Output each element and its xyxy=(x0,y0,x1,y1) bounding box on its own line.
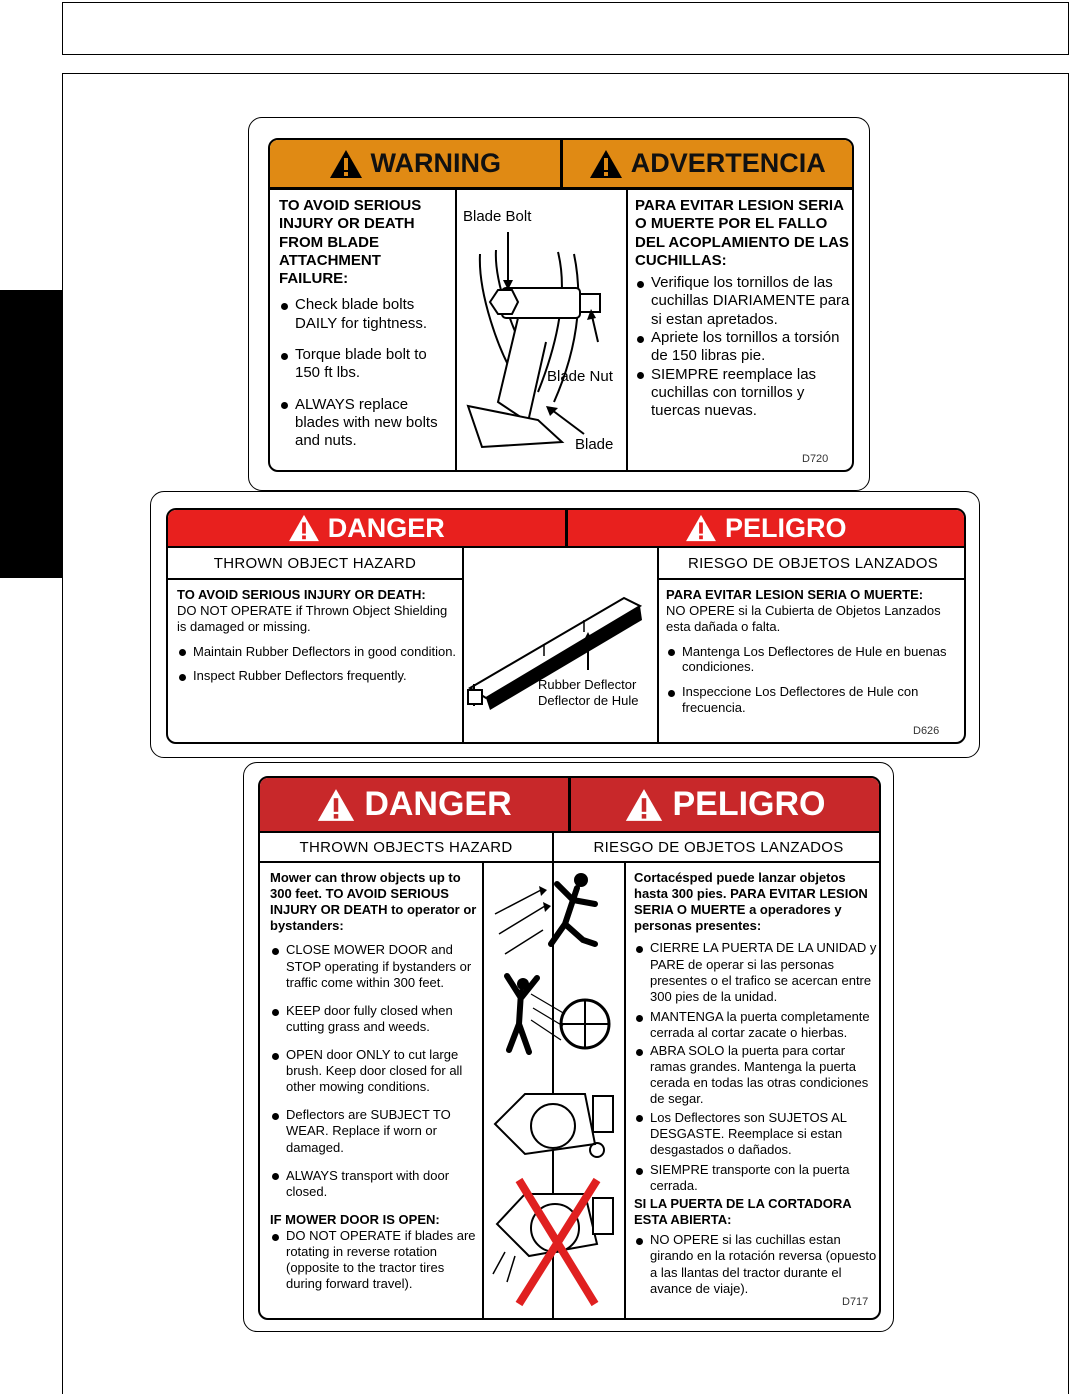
advertencia-label: ADVERTENCIA xyxy=(630,148,826,178)
danger-title-es xyxy=(565,510,965,546)
danger3-es-item: ABRA SOLO la puerta para cortar ramas grandes. Mantenga la puerta cerada en todas las otras condiciones de segar. xyxy=(634,1043,880,1107)
hazard-subtitle-es: RIESGO DE OBJETOS LANZADOS xyxy=(658,548,966,580)
danger-header xyxy=(260,778,879,833)
side-section-tab xyxy=(0,290,62,578)
deflector-de-hule-label: Deflector de Hule xyxy=(538,693,639,708)
danger-title-en xyxy=(260,778,568,831)
danger3-en-item: OPEN door ONLY to cut large brush. Keep door closed for all other mowing conditions. xyxy=(270,1047,480,1095)
danger3-es-item: MANTENGA la puerta completamente cerrada al cortar zacate o hierbas. xyxy=(634,1009,880,1041)
danger-decal-d626 xyxy=(150,491,980,758)
danger-header xyxy=(168,510,964,548)
warning-decal-panel xyxy=(268,138,854,472)
danger3-es-item: NO OPERE si las cuchillas estan girando en la rotación reversa (opuesto a las llantas del tractor durante el avance de viaje). xyxy=(634,1232,880,1296)
blade-nut-label: Blade Nut xyxy=(547,368,613,385)
divider xyxy=(626,190,628,470)
danger-decal-d717 xyxy=(243,762,894,1332)
warning-title-es xyxy=(560,140,853,187)
danger3-en-heading: Mower can throw objects up to 300 feet. TO AVOID SERIOUS INJURY OR DEATH to operator or bystanders: xyxy=(270,870,477,934)
rubber-deflector-label: Rubber Deflector xyxy=(538,677,637,692)
hazard-subtitle-en: THROWN OBJECTS HAZARD xyxy=(260,833,552,863)
page-header-box xyxy=(62,2,1069,55)
warning-triangle-icon xyxy=(624,788,664,822)
thrown-objects-illustration xyxy=(485,864,624,1320)
warning-es-item: Apriete los tornillos a torsión de 150 libras pie. xyxy=(635,329,853,366)
danger3-es-heading: Cortacésped puede lanzar objetos hasta 300 pies. PARA EVITAR LESION SERIA O MUERTE a operadores y personas presentes: xyxy=(634,870,868,934)
danger2-es-item: Inspeccione Los Deflectores de Hule con frecuencia. xyxy=(666,684,964,716)
danger3-es-item: SIEMPRE transporte con la puerta cerrada. xyxy=(634,1162,880,1194)
warning-label: WARNING xyxy=(370,148,501,178)
danger2-es-intro: NO OPERE si la Cubierta de Objetos Lanzados esta dañada o falta. xyxy=(666,602,941,634)
danger-title-es xyxy=(568,778,879,831)
danger2-en-item: Maintain Rubber Deflectors in good condition. xyxy=(177,644,459,660)
blade-bolt-label: Blade Bolt xyxy=(463,208,532,225)
warning-triangle-icon xyxy=(589,149,623,179)
warning-triangle-icon xyxy=(685,514,717,542)
decal-code: D717 xyxy=(842,1296,869,1308)
danger3-en-item: CLOSE MOWER DOOR and STOP operating if bystanders or traffic come within 300 feet. xyxy=(270,942,480,990)
warning-triangle-icon xyxy=(288,514,320,542)
warning-en-column xyxy=(279,197,453,451)
warning-es-item: SIEMPRE reemplace las cuchillas con tornillos y tuercas nuevas. xyxy=(635,366,853,421)
danger2-en-intro: DO NOT OPERATE if Thrown Object Shielding is damaged or missing. xyxy=(177,602,448,634)
hazard-subtitle-en: THROWN OBJECT HAZARD xyxy=(168,548,462,580)
warning-en-item: Torque blade bolt to 150 ft lbs. xyxy=(279,346,453,383)
warning-triangle-icon xyxy=(316,788,356,822)
divider xyxy=(482,863,484,1318)
rubber-deflector-figure xyxy=(464,580,657,742)
warning-triangle-icon xyxy=(329,149,363,179)
danger-label: DANGER xyxy=(364,785,512,823)
danger3-es-column xyxy=(634,870,880,1297)
hazard-subtitle-es: RIESGO DE OBJETOS LANZADOS xyxy=(554,833,881,863)
decal-code: D720 xyxy=(802,453,829,465)
danger3-es-item: Los Deflectores son SUJETOS AL DESGASTE. Reemplace si estan desgastados o dañados. xyxy=(634,1110,880,1158)
rubber-deflector-illustration xyxy=(464,580,657,744)
warning-en-item: ALWAYS replace blades with new bolts and nuts. xyxy=(279,396,453,451)
blade-label: Blade xyxy=(575,436,614,453)
danger3-es-heading2: SI LA PUERTA DE LA CORTADORA ESTA ABIERTA: xyxy=(634,1196,852,1228)
danger2-en-item: Inspect Rubber Deflectors frequently. xyxy=(177,668,459,684)
divider xyxy=(624,863,626,1318)
warning-es-column xyxy=(635,197,853,421)
danger-label: DANGER xyxy=(327,512,445,543)
danger2-es-item: Mantenga Los Deflectores de Hule en buenas condiciones. xyxy=(666,644,964,676)
danger2-en-heading: TO AVOID SERIOUS INJURY OR DEATH: xyxy=(177,587,426,602)
danger-decal-panel xyxy=(258,776,881,1320)
danger2-es-heading: PARA EVITAR LESION SERIA O MUERTE: xyxy=(666,587,924,602)
danger2-en-column xyxy=(177,587,459,684)
decal-code: D626 xyxy=(913,725,940,737)
warning-en-item: Check blade bolts DAILY for tightness. xyxy=(279,296,453,333)
divider xyxy=(455,190,457,470)
divider xyxy=(657,548,659,742)
danger3-en-item: KEEP door fully closed when cutting grass and weeds. xyxy=(270,1003,480,1035)
blade-figure xyxy=(458,192,626,470)
warning-title-en xyxy=(270,140,560,187)
danger3-en-item: DO NOT OPERATE if blades are rotating in reverse rotation (opposite to the tractor tires during forward travel). xyxy=(270,1228,480,1292)
danger-title-en xyxy=(168,510,565,546)
peligro-label: PELIGRO xyxy=(724,512,847,543)
danger2-es-column xyxy=(666,587,964,716)
danger3-en-heading2: IF MOWER DOOR IS OPEN: xyxy=(270,1211,440,1227)
danger3-es-item: CIERRE LA PUERTA DE LA UNIDAD y PARE de operar si las personas presentes o el trafico se acercan entre 300 pies de la unidad. xyxy=(634,940,880,1004)
danger3-en-item: ALWAYS transport with door closed. xyxy=(270,1168,480,1200)
warning-header xyxy=(270,140,852,190)
danger3-en-item: Deflectors are SUBJECT TO WEAR. Replace if worn or damaged. xyxy=(270,1107,480,1155)
warning-decal-d720 xyxy=(248,117,870,491)
warning-en-heading: TO AVOID SERIOUS INJURY OR DEATH FROM BLADE ATTACHMENT FAILURE: xyxy=(279,197,422,288)
danger-decal-panel xyxy=(166,508,966,744)
danger3-en-column xyxy=(270,870,480,1292)
blade-bolt-illustration xyxy=(458,192,626,472)
peligro-label: PELIGRO xyxy=(672,785,826,823)
warning-es-heading: PARA EVITAR LESION SERIA O MUERTE POR EL FALLO DEL ACOPLAMIENTO DE LAS CUCHILLAS: xyxy=(635,197,849,269)
thrown-objects-figures xyxy=(485,864,624,1318)
warning-es-item: Verifique los tornillos de las cuchillas DIARIAMENTE para si estan apretados. xyxy=(635,274,853,329)
